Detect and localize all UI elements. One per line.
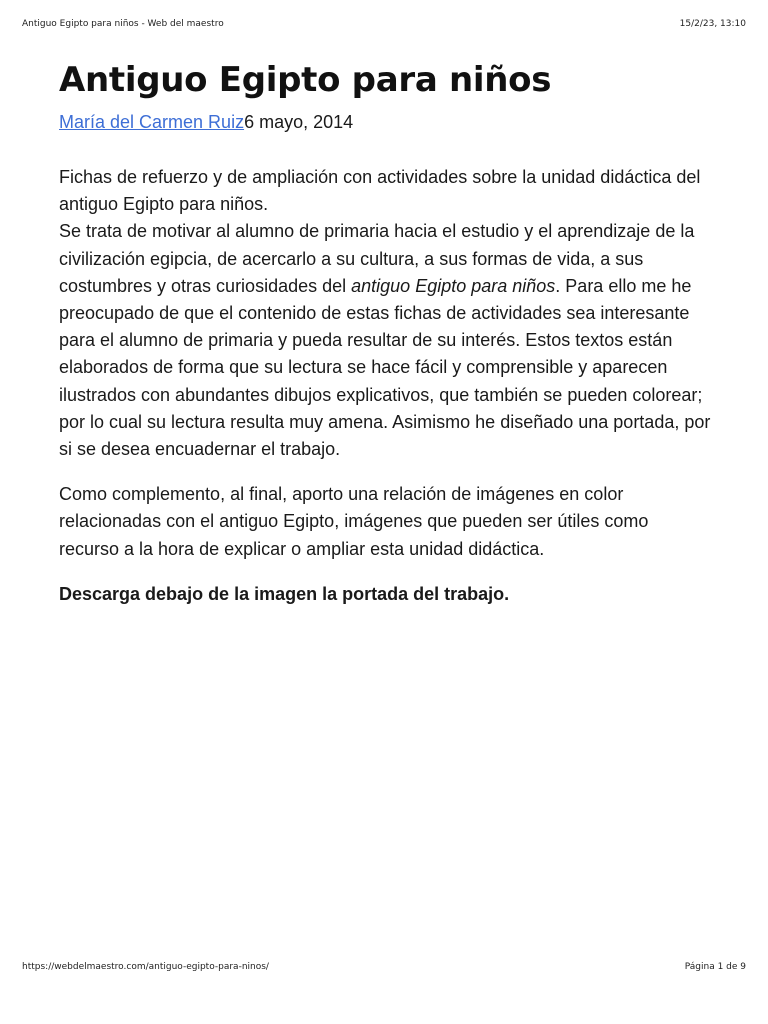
description-paragraph [59, 218, 711, 463]
print-header-datetime: 15/2/23, 13:10 [679, 19, 746, 29]
download-note: Descarga debajo de la imagen la portada del trabajo. [59, 583, 510, 604]
article [59, 58, 711, 626]
intro-paragraph: Fichas de refuerzo y de ampliación con actividades sobre la unidad didáctica del antiguo Egipto para niños. [59, 167, 701, 215]
description-italic-term: antiguo Egipto para niños [351, 275, 556, 296]
author-link[interactable]: María del Carmen Ruiz [59, 112, 245, 132]
print-header [22, 19, 746, 29]
print-footer-page-number: Página 1 de 9 [684, 962, 746, 972]
print-header-page-title: Antiguo Egipto para niños - Web del maestro [22, 19, 224, 29]
publish-date: 6 mayo, 2014 [244, 112, 354, 132]
description-text-start: Se trata de motivar al alumno de primaria hacia el estudio y el aprendizaje de la civilización egipcia, de acercarlo a su cultura, a sus formas de vida, a sus costumbres y otras curiosidades del [59, 221, 695, 296]
print-footer-url: https://webdelmaestro.com/antiguo-egipto-para-ninos/ [22, 962, 269, 972]
article-body [59, 164, 711, 608]
description-text-end: . Para ello me he preocupado de que el contenido de estas fichas de actividades sea interesante para el alumno de primaria y pueda resultar de su interés. Estos textos están elaborados de forma que su lectura se hace fácil y comprensible y aparecen ilustrados con abundantes dibujos explicativos, que también se pueden colorear; por lo cual su lectura resulta muy amena. Asimismo he diseñado una portada, por si se desea encuadernar el trabajo. [59, 275, 711, 460]
article-meta [59, 110, 711, 134]
print-footer [22, 962, 746, 972]
complement-paragraph: Como complemento, al final, aporto una relación de imágenes en color relacionadas con el antiguo Egipto, imágenes que pueden ser útiles como recurso a la hora de explicar o ampliar esta unidad didáctica. [59, 484, 649, 559]
article-title: Antiguo Egipto para niños [59, 60, 552, 100]
